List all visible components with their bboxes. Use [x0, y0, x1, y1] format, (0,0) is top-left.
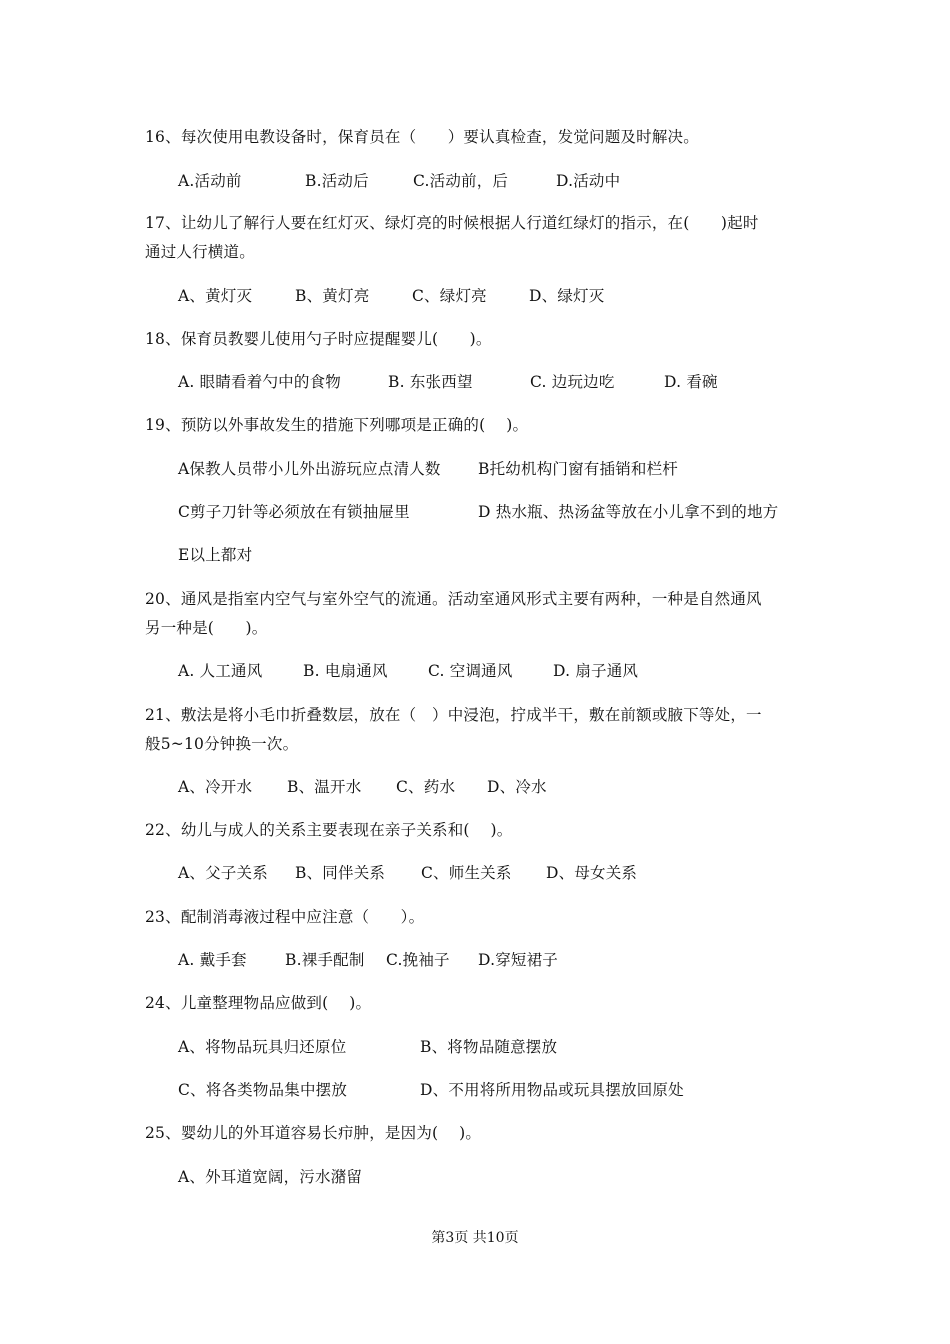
- question-21-line-2: 般5~10分钟换一次。: [145, 735, 299, 753]
- question-21-option-b: B、温开水: [287, 778, 362, 796]
- question-21-line-1: 21、敷法是将小毛巾折叠数层，放在（ ）中浸泡，拧成半干，敷在前额或腋下等处，一: [145, 706, 762, 724]
- question-24-option-b: B、将物品随意摆放: [420, 1038, 558, 1056]
- question-16-option-c: C.活动前，后: [413, 172, 509, 190]
- question-17-line-2: 通过人行横道。: [145, 243, 255, 261]
- question-21-option-a: A、冷开水: [178, 778, 253, 796]
- question-18-option-b: B. 东张西望: [388, 373, 473, 391]
- question-17-option-a: A、黄灯灭: [178, 287, 253, 305]
- question-18-line-1: 18、保育员教婴儿使用勺子时应提醒婴儿( )。: [145, 330, 492, 348]
- question-19-option-d: D 热水瓶、热汤盆等放在小儿拿不到的地方: [478, 503, 779, 521]
- question-17-option-b: B、黄灯亮: [295, 287, 370, 305]
- question-18-option-d: D. 看碗: [664, 373, 718, 391]
- question-21-option-c: C、药水: [396, 778, 456, 796]
- question-16-option-a: A.活动前: [178, 172, 242, 190]
- question-19-option-e: E以上都对: [178, 546, 253, 564]
- question-23-option-d: D.穿短裙子: [478, 951, 559, 969]
- question-21-option-d: D、冷水: [487, 778, 547, 796]
- question-17-option-c: C、绿灯亮: [412, 287, 487, 305]
- question-19-option-b: B托幼机构门窗有插销和栏杆: [478, 460, 678, 478]
- question-24-option-d: D、不用将所用物品或玩具摆放回原处: [420, 1081, 684, 1099]
- question-22-option-a: A、父子关系: [178, 864, 268, 882]
- question-20-option-a: A. 人工通风: [178, 662, 263, 680]
- question-23-option-b: B.裸手配制: [285, 951, 365, 969]
- question-22-option-b: B、同伴关系: [295, 864, 386, 882]
- question-20-line-1: 20、通风是指室内空气与室外空气的流通。活动室通风形式主要有两种，一种是自然通风: [145, 590, 762, 608]
- question-23-line-1: 23、配制消毒液过程中应注意（ ）。: [145, 908, 425, 926]
- question-18-option-a: A. 眼睛看着勺中的食物: [178, 373, 341, 391]
- question-16-option-b: B.活动后: [305, 172, 369, 190]
- question-24-line-1: 24、儿童整理物品应做到( )。: [145, 994, 372, 1012]
- question-22-option-d: D、母女关系: [546, 864, 638, 882]
- question-17-line-1: 17、让幼儿了解行人要在红灯灭、绿灯亮的时候根据人行道红绿灯的指示，在( )起时: [145, 214, 759, 232]
- question-19-option-c: C剪子刀针等必须放在有锁抽屉里: [178, 503, 410, 521]
- question-20-option-c: C. 空调通风: [428, 662, 513, 680]
- question-20-option-b: B. 电扇通风: [303, 662, 388, 680]
- question-23-option-a: A. 戴手套: [178, 951, 247, 969]
- question-23-option-c: C.挽袖子: [386, 951, 450, 969]
- question-20-line-2: 另一种是( )。: [145, 619, 268, 637]
- question-16-line-1: 16、每次使用电教设备时，保育员在（ ）要认真检查，发觉问题及时解决。: [145, 128, 699, 146]
- question-22-line-1: 22、幼儿与成人的关系主要表现在亲子关系和( )。: [145, 821, 513, 839]
- question-24-option-c: C、将各类物品集中摆放: [178, 1081, 348, 1099]
- question-19-line-1: 19、预防以外事故发生的措施下列哪项是正确的( )。: [145, 416, 529, 434]
- question-22-option-c: C、师生关系: [421, 864, 512, 882]
- question-20-option-d: D. 扇子通风: [553, 662, 639, 680]
- question-24-option-a: A、将物品玩具归还原位: [178, 1038, 347, 1056]
- question-25-line-1: 25、婴幼儿的外耳道容易长疖肿，是因为( )。: [145, 1124, 482, 1142]
- question-17-option-d: D、绿灯灭: [529, 287, 605, 305]
- page-footer: 第3页 共10页: [431, 1230, 519, 1246]
- question-16-option-d: D.活动中: [556, 172, 621, 190]
- question-19-option-a: A保教人员带小儿外出游玩应点清人数: [178, 460, 441, 478]
- question-18-option-c: C. 边玩边吃: [530, 373, 615, 391]
- question-25-option-a: A、外耳道宽阔，污水潴留: [178, 1168, 363, 1186]
